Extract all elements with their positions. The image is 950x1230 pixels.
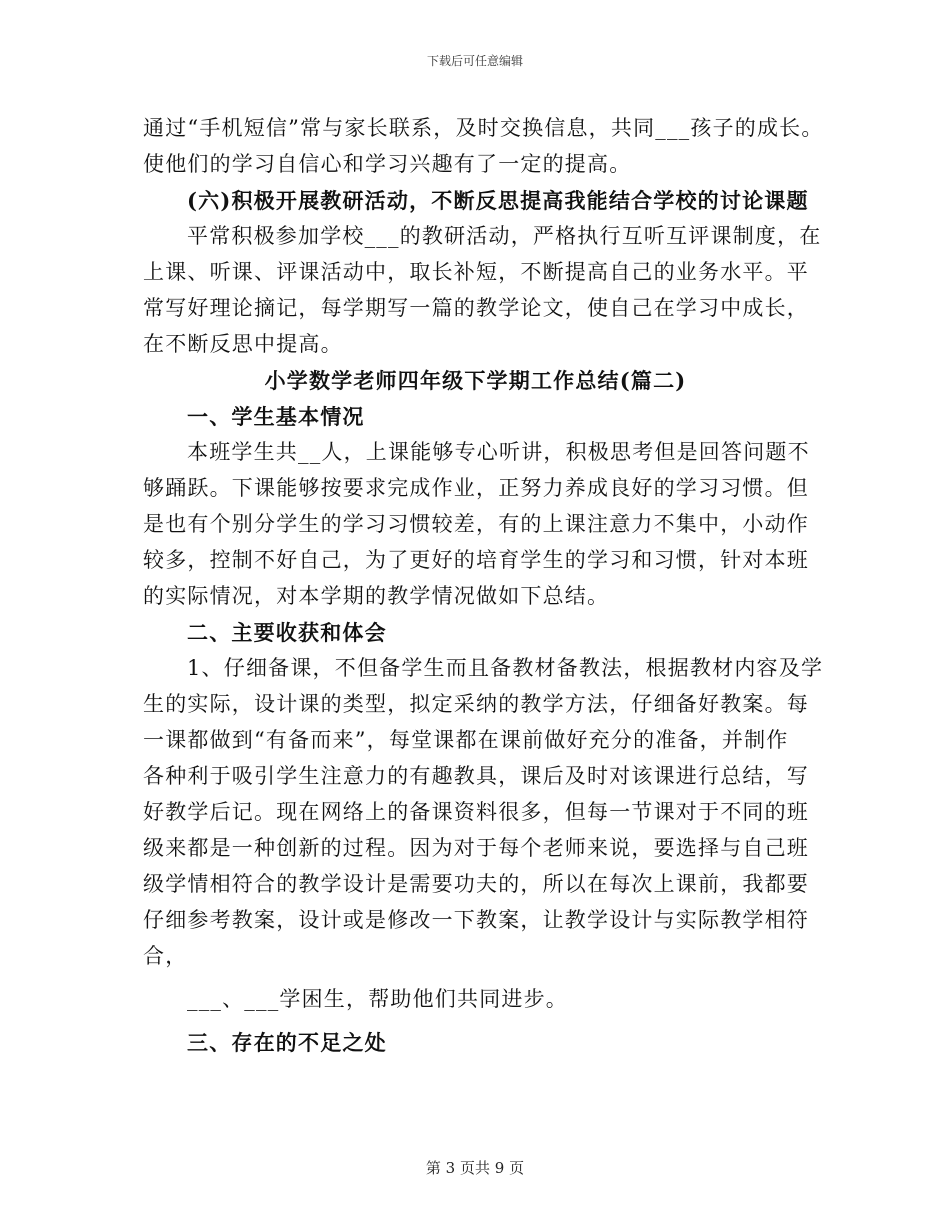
- paragraph-line: 上课、听课、评课活动中，取长补短，不断提高自己的业务水平。平: [143, 260, 809, 284]
- paragraph-line: 常写好理论摘记，每学期写一篇的教学论文，使自己在学习中成长，: [143, 296, 809, 320]
- document-title: 小学数学老师四年级下学期工作总结(篇二): [264, 368, 687, 393]
- paragraph-line: 一课都做到“有备而来”，每堂课都在课前做好充分的准备，并制作: [143, 728, 789, 752]
- paragraph-line: 本班学生共__人，上课能够专心听讲，积极思考但是回答问题不: [187, 440, 810, 464]
- section-heading: (六)积极开展教研活动，不断反思提高我能结合学校的讨论课题: [187, 188, 809, 213]
- paragraph-line: 是也有个别分学生的学习习惯较差，有的上课注意力不集中，小动作: [143, 512, 809, 536]
- paragraph-line: 各种利于吸引学生注意力的有趣教具，课后及时对该课进行总结，写: [143, 764, 809, 788]
- page-header: 下载后可任意编辑: [426, 54, 523, 68]
- paragraph-line: 好教学后记。现在网络上的备课资料很多，但每一节课对于不同的班: [143, 800, 809, 824]
- paragraph-line: 1、仔细备课，不但备学生而且备教材备教法，根据教材内容及学: [187, 656, 824, 680]
- paragraph-line: 在不断反思中提高。: [143, 332, 343, 356]
- page-footer: 第 3 页共 9 页: [425, 1159, 525, 1177]
- paragraph-line: 生的实际，设计课的类型，拟定采纳的教学方法，仔细备好教案。每: [143, 692, 809, 716]
- paragraph-line: 合，: [143, 944, 188, 968]
- paragraph-line: ___、___学困生，帮助他们共同进步。: [187, 987, 568, 1011]
- section-heading: 二、主要收获和体会: [187, 620, 387, 645]
- paragraph-line: 级学情相符合的教学设计是需要功夫的，所以在每次上课前，我都要: [143, 872, 809, 896]
- paragraph-line: 够踊跃。下课能够按要求完成作业，正努力养成良好的学习习惯。但: [143, 476, 809, 500]
- paragraph-line: 的实际情况，对本学期的教学情况做如下总结。: [143, 584, 610, 608]
- paragraph-line: 仔细参考教案，设计或是修改一下教案，让教学设计与实际教学相符: [143, 908, 809, 932]
- section-heading: 一、学生基本情况: [187, 404, 365, 429]
- paragraph-line: 通过“手机短信”常与家长联系，及时交换信息，共同___孩子的成长。: [143, 116, 824, 140]
- paragraph-line: 较多，控制不好自己，为了更好的培育学生的学习和习惯，针对本班: [143, 548, 809, 572]
- paragraph-line: 使他们的学习自信心和学习兴趣有了一定的提高。: [143, 152, 632, 176]
- document-body: [143, 114, 824, 1064]
- section-heading: 三、存在的不足之处: [187, 1030, 387, 1055]
- paragraph-line: 级来都是一种创新的过程。因为对于每个老师来说，要选择与自己班: [143, 836, 809, 860]
- paragraph-line: 平常积极参加学校___的教研活动，严格执行互听互评课制度，在: [187, 224, 822, 248]
